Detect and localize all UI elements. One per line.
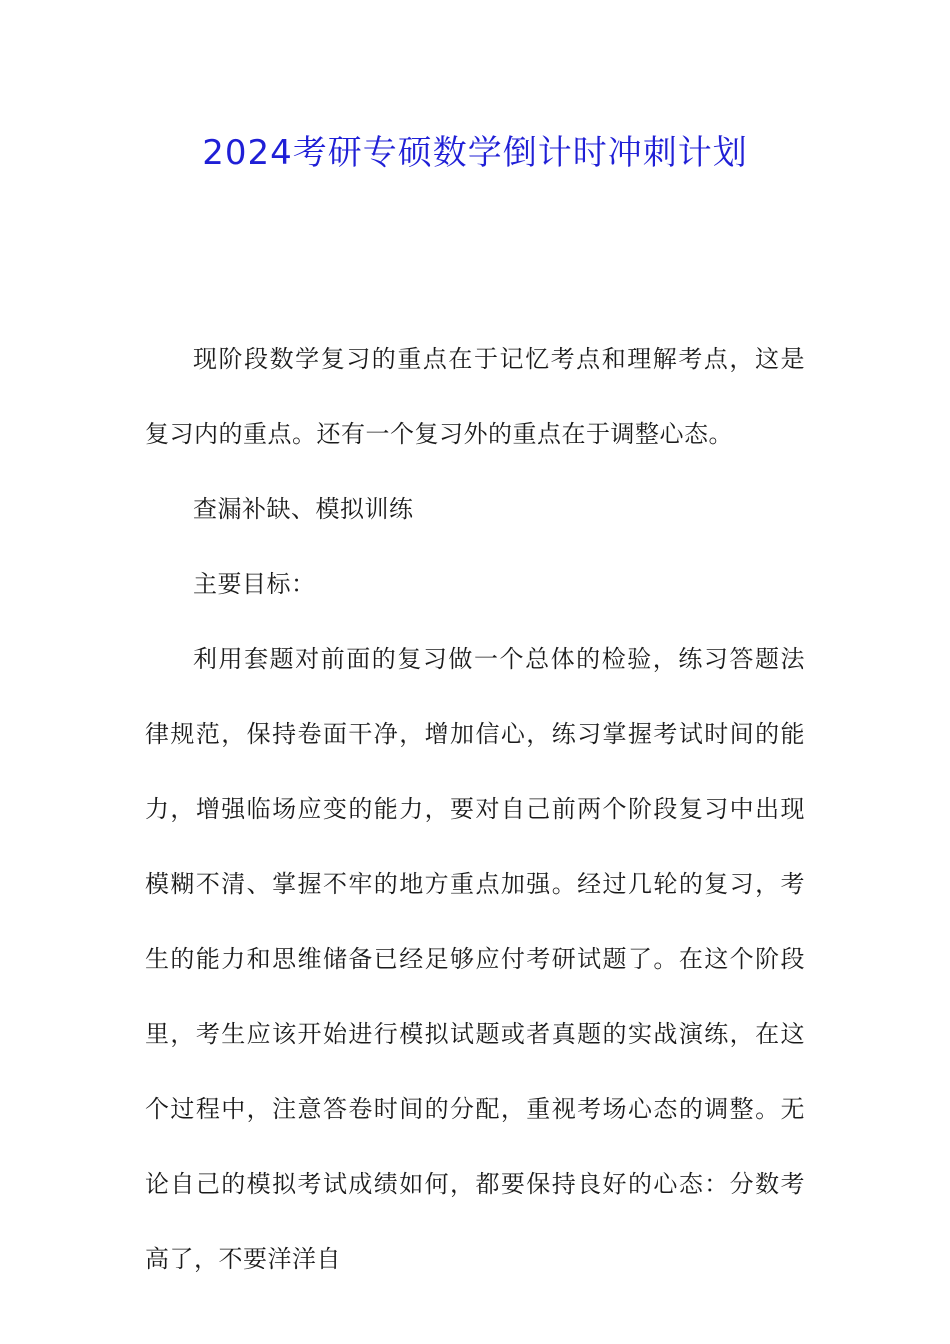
paragraph: 现阶段数学复习的重点在于记忆考点和理解考点，这是复习内的重点。还有一个复习外的重点在于调整心态。 (145, 345, 805, 448)
document-body (145, 322, 805, 1297)
paragraph: 利用套题对前面的复习做一个总体的检验，练习答题法律规范，保持卷面干净，增加信心，练习掌握考试时间的能力，增强临场应变的能力，要对自己前两个阶段复习中出现模糊不清、掌握不牢的地方重点加强。经过几轮的复习，考生的能力和思维储备已经足够应付考研试题了。在这个阶段里，考生应该开始进行模拟试题或者真题的实战演练，在这个过程中，注意答卷时间的分配，重视考场心态的调整。无论自己的模拟考试成绩如何，都要保持良好的心态：分数考高了，不要洋洋自 (145, 645, 805, 1273)
paragraph: 查漏补缺、模拟训练 (193, 495, 414, 523)
paragraph: 主要目标： (193, 570, 316, 598)
document-title: 2024考研专硕数学倒计时冲刺计划 (202, 133, 748, 173)
